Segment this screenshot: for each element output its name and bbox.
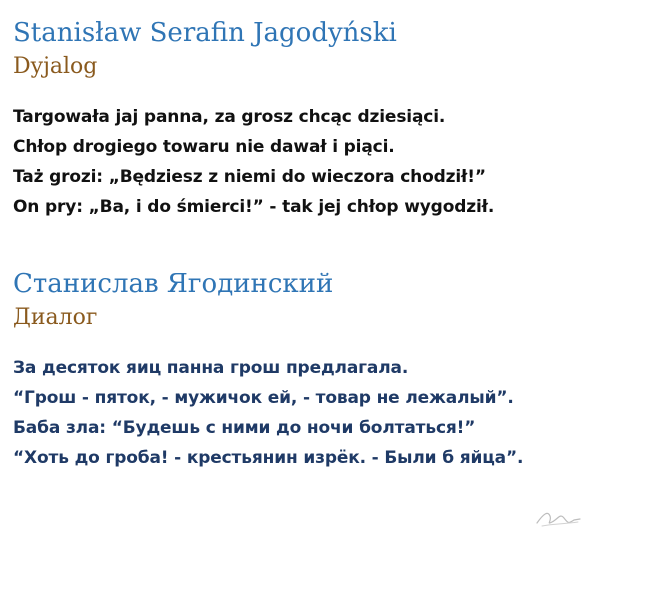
polish-author: Stanisław Serafin Jagodyński: [13, 18, 397, 48]
russian-poem: [13, 353, 523, 473]
russian-title: Диалог: [13, 305, 98, 330]
russian-section: [13, 267, 523, 473]
polish-poem: [13, 102, 494, 222]
russian-verse-3: Баба зла: “Будешь с ними до ночи болтаться!”: [13, 418, 476, 438]
signature-mark: [534, 507, 582, 529]
polish-verse-3: Taż grozi: „Będziesz z niemi do wieczora chodził!”: [13, 167, 486, 187]
polish-verse-4: On pry: „Ba, i do śmierci!” - tak jej chłop wygodził.: [13, 197, 495, 217]
polish-title: Dyjalog: [13, 54, 98, 79]
russian-verse-1: За десяток яиц панна грош предлагала.: [13, 358, 409, 378]
polish-verse-1: Targowała jaj panna, za grosz chcąc dziesiąci.: [13, 107, 446, 127]
russian-verse-4: “Хоть до гроба! - крестьянин изрёк. - Были б яйца”.: [13, 448, 524, 468]
russian-verse-2: “Грош - пяток, - мужичок ей, - товар не лежалый”.: [13, 388, 514, 408]
russian-author: Станислав Ягодинский: [13, 269, 334, 299]
polish-verse-2: Chłop drogiego towaru nie dawał i piąci.: [13, 137, 395, 157]
polish-section: [13, 16, 494, 222]
